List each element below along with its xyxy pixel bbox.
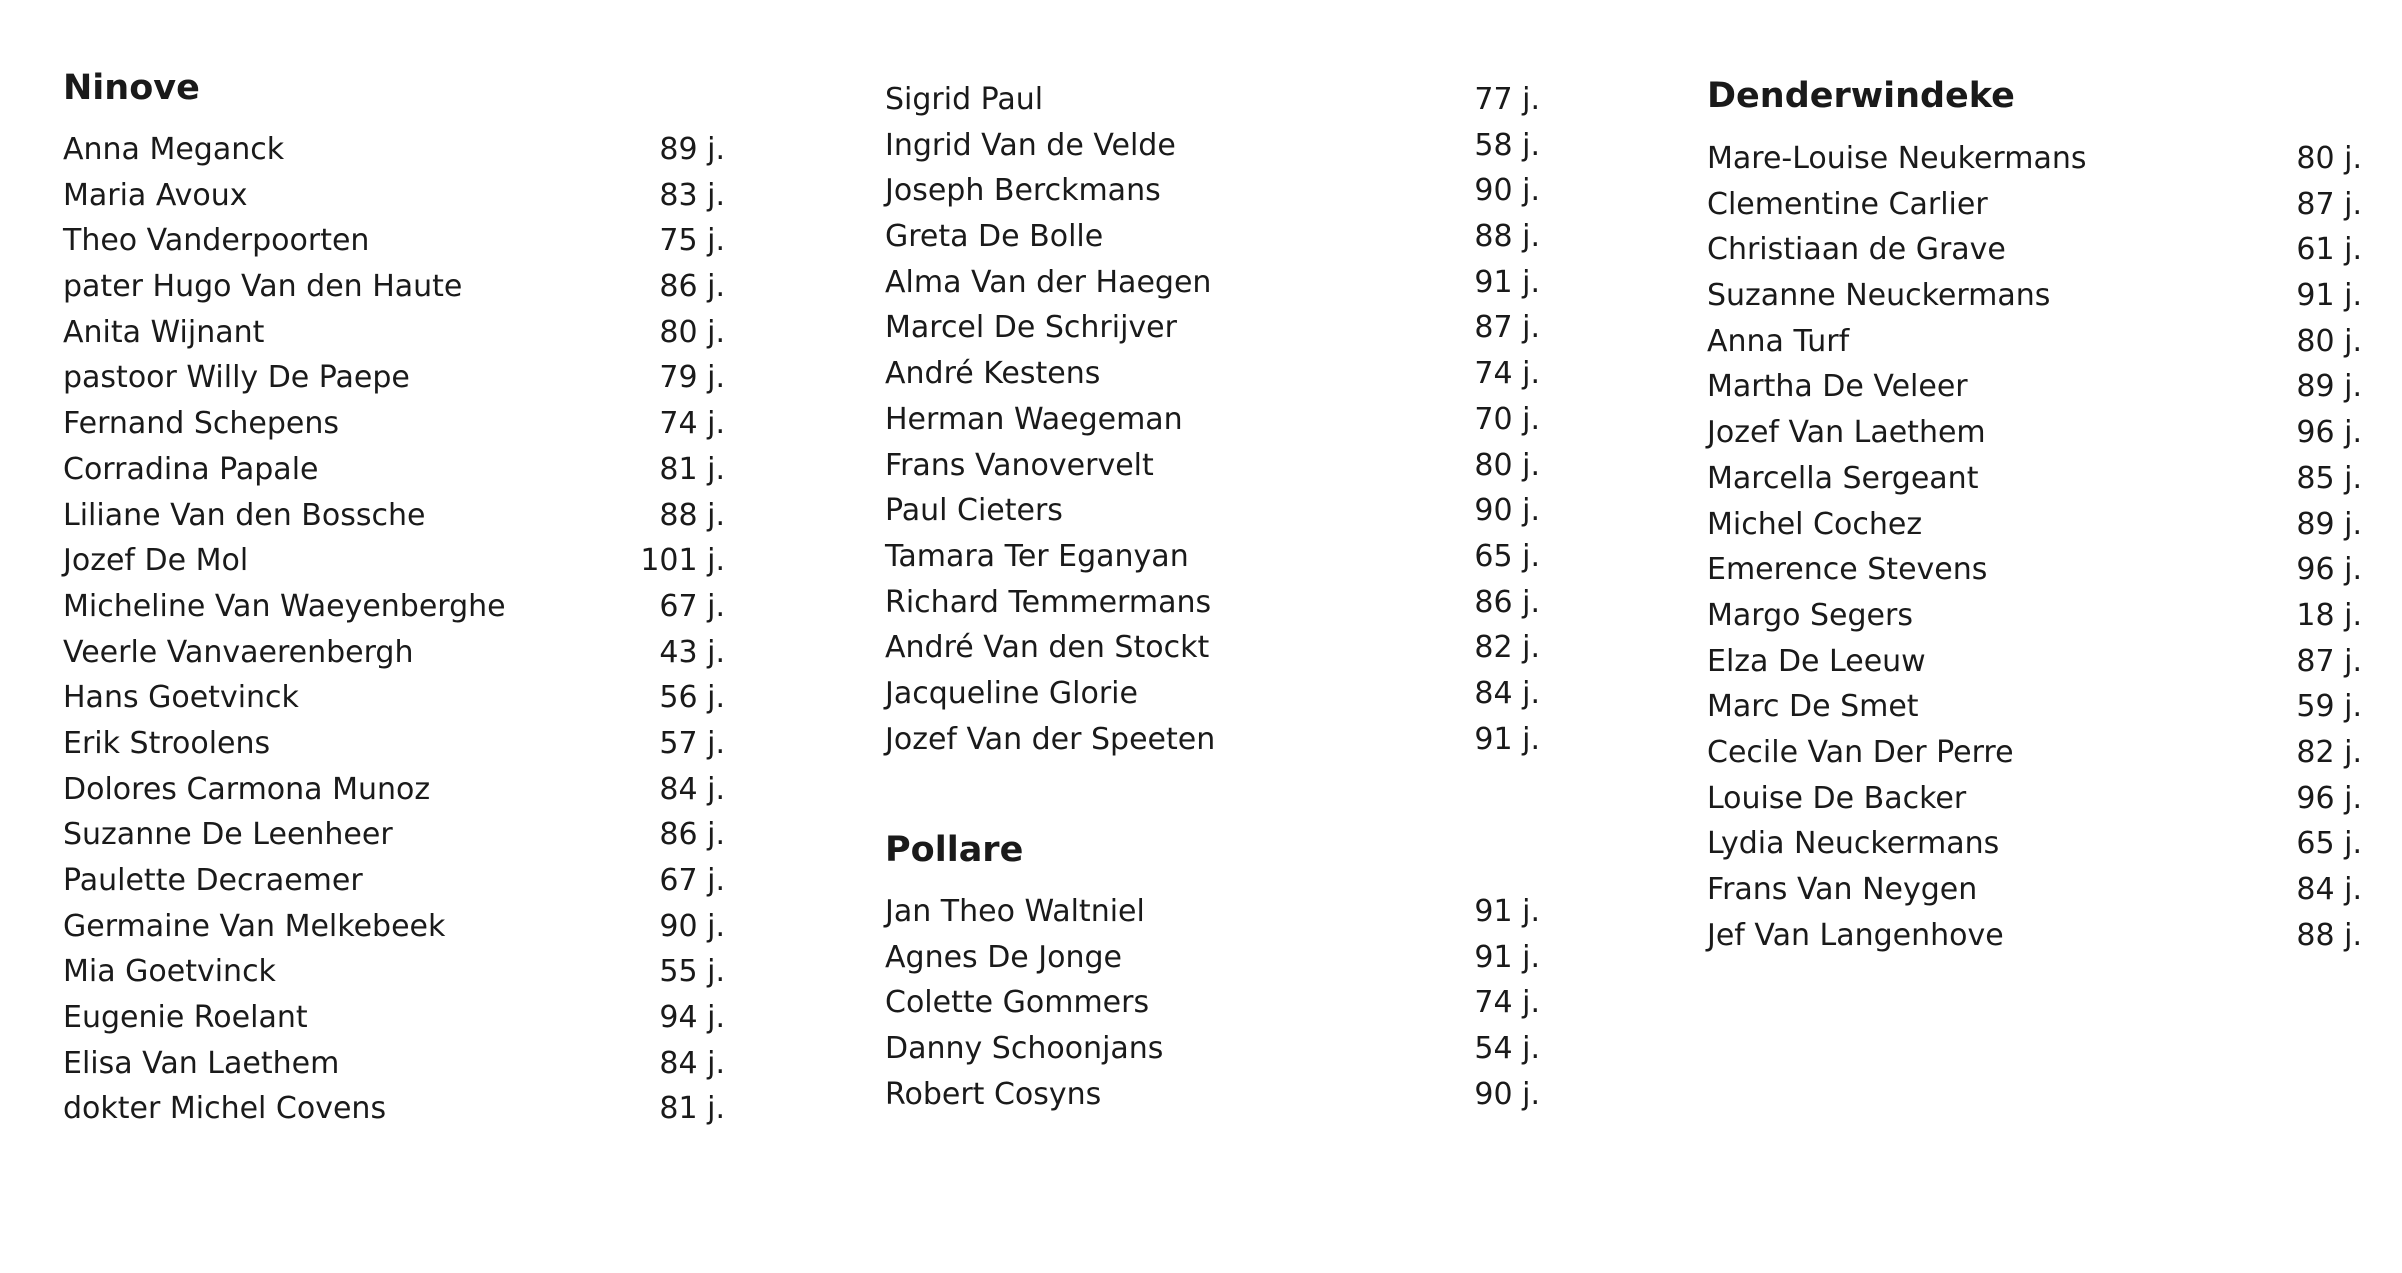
list-item	[885, 1026, 1540, 1072]
entry-name: Marcella Sergeant	[1707, 460, 1979, 496]
list-item	[885, 534, 1540, 580]
entry-name: Elza De Leeuw	[1707, 643, 1926, 679]
list-item	[63, 447, 725, 493]
list-item	[885, 980, 1540, 1026]
entry-name: Colette Gommers	[885, 985, 1150, 1021]
entry-name: Micheline Van Waeyenberghe	[63, 588, 506, 624]
entry-name: Maria Avoux	[63, 177, 248, 213]
list-item	[63, 904, 725, 950]
entry-age: 84 j.	[659, 771, 725, 807]
list-item	[63, 173, 725, 219]
entry-name: Martha De Veleer	[1707, 369, 1968, 405]
entry-name: Tamara Ter Eganyan	[885, 538, 1189, 574]
list-item	[885, 671, 1540, 717]
entry-name: Lydia Neuckermans	[1707, 826, 2000, 862]
list-item	[63, 218, 725, 264]
entry-name: Frans Vanovervelt	[885, 447, 1154, 483]
entry-age: 91 j.	[1474, 894, 1540, 929]
entry-age: 96 j.	[2296, 415, 2362, 451]
entry-age: 91 j.	[1474, 721, 1540, 757]
entry-age: 84 j.	[2296, 872, 2362, 907]
entry-name: Anna Turf	[1707, 323, 1850, 359]
entry-age: 80 j.	[2296, 323, 2362, 359]
entry-age: 56 j.	[659, 680, 725, 716]
entry-name: Michel Cochez	[1707, 506, 1923, 542]
entry-age: 81 j.	[659, 451, 725, 487]
list-item	[1707, 227, 2362, 273]
entry-name: Dolores Carmona Munoz	[63, 771, 431, 807]
entry-name: pastoor Willy De Paepe	[63, 360, 410, 396]
list-item	[63, 538, 725, 584]
entry-name: André Van den Stockt	[885, 630, 1210, 666]
entry-age: 88 j.	[1474, 219, 1540, 255]
list-item	[1707, 319, 2362, 365]
entry-list-ninove	[63, 127, 725, 1132]
list-item	[885, 168, 1540, 214]
entry-name: Herman Waegeman	[885, 401, 1183, 437]
list-item	[63, 812, 725, 858]
list-item	[63, 675, 725, 721]
entry-age: 55 j.	[659, 954, 725, 990]
entry-age: 84 j.	[1474, 675, 1540, 711]
entry-age: 67 j.	[659, 588, 725, 624]
entry-name: André Kestens	[885, 356, 1101, 392]
entry-name: Anita Wijnant	[63, 314, 265, 350]
list-item	[1707, 821, 2362, 867]
entry-age: 59 j.	[2296, 689, 2362, 725]
entry-name: Corradina Papale	[63, 451, 319, 487]
entry-age: 74 j.	[659, 406, 725, 442]
entry-name: Marcel De Schrijver	[885, 310, 1177, 346]
list-item	[63, 584, 725, 630]
entry-age: 90 j.	[1474, 493, 1540, 529]
entry-age: 86 j.	[1474, 584, 1540, 620]
entry-name: Alma Van der Haegen	[885, 264, 1212, 300]
list-item	[1707, 273, 2362, 319]
list-item	[63, 127, 725, 173]
list-item	[63, 264, 725, 310]
section-heading-pollare: Pollare	[885, 830, 1024, 870]
entry-name: Jozef De Mol	[63, 543, 249, 579]
entry-age: 65 j.	[2296, 826, 2362, 862]
list-item	[1707, 776, 2362, 822]
list-item	[63, 630, 725, 676]
entry-age: 94 j.	[659, 1000, 725, 1036]
entry-age: 87 j.	[1474, 310, 1540, 346]
list-item	[885, 889, 1540, 935]
list-item	[885, 260, 1540, 306]
list-item	[63, 858, 725, 904]
entry-age: 96 j.	[2296, 552, 2362, 588]
entry-age: 74 j.	[1474, 356, 1540, 392]
list-item	[63, 721, 725, 767]
entry-age: 57 j.	[659, 725, 725, 761]
list-item	[1707, 182, 2362, 228]
entry-name: Theo Vanderpoorten	[63, 223, 370, 259]
entry-name: Jozef Van Laethem	[1707, 415, 1986, 451]
list-item	[1707, 730, 2362, 776]
entry-age: 90 j.	[1474, 173, 1540, 209]
entry-age: 80 j.	[659, 314, 725, 350]
list-item	[1707, 364, 2362, 410]
entry-age: 83 j.	[659, 177, 725, 213]
entry-age: 79 j.	[659, 360, 725, 396]
list-item	[1707, 684, 2362, 730]
entry-name: Louise De Backer	[1707, 780, 1967, 816]
entry-age: 43 j.	[659, 634, 725, 670]
entry-age: 87 j.	[2296, 643, 2362, 679]
list-item	[885, 351, 1540, 397]
list-item	[63, 401, 725, 447]
entry-age: 74 j.	[1474, 985, 1540, 1021]
list-item	[885, 580, 1540, 626]
list-item	[63, 493, 725, 539]
entry-age: 91 j.	[2296, 278, 2362, 314]
entry-name: Frans Van Neygen	[1707, 872, 1978, 907]
entry-age: 89 j.	[659, 132, 725, 167]
entry-name: Danny Schoonjans	[885, 1031, 1164, 1067]
list-item	[885, 77, 1540, 123]
list-item	[1707, 410, 2362, 456]
entry-age: 67 j.	[659, 863, 725, 898]
entry-list-pollare	[885, 889, 1540, 1117]
entry-name: Paul Cieters	[885, 493, 1063, 529]
entry-name: Eugenie Roelant	[63, 1000, 308, 1036]
list-item	[885, 625, 1540, 671]
entry-name: Veerle Vanvaerenbergh	[63, 634, 414, 670]
list-item	[885, 305, 1540, 351]
entry-name: Greta De Bolle	[885, 219, 1104, 255]
entry-name: Elisa Van Laethem	[63, 1045, 340, 1081]
list-item	[63, 310, 725, 356]
section-heading-denderwindeke: Denderwindeke	[1707, 76, 2015, 116]
entry-age: 81 j.	[659, 1091, 725, 1127]
entry-name: Anna Meganck	[63, 132, 285, 167]
list-item	[885, 443, 1540, 489]
entry-age: 82 j.	[2296, 734, 2362, 770]
entry-age: 91 j.	[1474, 264, 1540, 300]
list-item	[1707, 547, 2362, 593]
entry-name: dokter Michel Covens	[63, 1091, 387, 1127]
entry-name: Mia Goetvinck	[63, 954, 276, 990]
entry-age: 91 j.	[1474, 939, 1540, 975]
entry-age: 85 j.	[2296, 460, 2362, 496]
entry-name: Marc De Smet	[1707, 689, 1919, 725]
entry-age: 65 j.	[1474, 538, 1540, 574]
list-item	[885, 935, 1540, 981]
entry-name: Fernand Schepens	[63, 406, 340, 442]
entry-name: Margo Segers	[1707, 597, 1913, 633]
entry-age: 87 j.	[2296, 186, 2362, 222]
list-item	[885, 488, 1540, 534]
entry-name: Agnes De Jonge	[885, 939, 1123, 975]
entry-list-continuation	[885, 77, 1540, 762]
list-item	[63, 355, 725, 401]
entry-age: 77 j.	[1474, 82, 1540, 117]
entry-name: Richard Temmermans	[885, 584, 1212, 620]
list-item	[885, 1072, 1540, 1118]
list-item	[1707, 136, 2362, 182]
entry-age: 80 j.	[1474, 447, 1540, 483]
list-item	[1707, 913, 2362, 959]
list-item	[1707, 502, 2362, 548]
entry-name: Emerence Stevens	[1707, 552, 1988, 588]
entry-name: Jacqueline Glorie	[885, 675, 1138, 711]
list-item	[63, 949, 725, 995]
entry-name: Christiaan de Grave	[1707, 232, 2006, 268]
list-item	[1707, 867, 2362, 913]
entry-age: 54 j.	[1474, 1031, 1540, 1067]
entry-name: Erik Stroolens	[63, 725, 271, 761]
entry-name: Germaine Van Melkebeek	[63, 908, 446, 944]
entry-age: 61 j.	[2296, 232, 2362, 268]
entry-name: Liliane Van den Bossche	[63, 497, 426, 533]
entry-name: Hans Goetvinck	[63, 680, 299, 716]
entry-age: 86 j.	[659, 817, 725, 853]
list-item	[885, 397, 1540, 443]
entry-name: Suzanne De Leenheer	[63, 817, 393, 853]
entry-name: Jozef Van der Speeten	[885, 721, 1216, 757]
list-item	[63, 995, 725, 1041]
entry-age: 89 j.	[2296, 506, 2362, 542]
entry-age: 90 j.	[659, 908, 725, 944]
entry-age: 84 j.	[659, 1045, 725, 1081]
entry-age: 18 j.	[2296, 597, 2362, 633]
entry-name: Ingrid Van de Velde	[885, 127, 1176, 163]
entry-age: 80 j.	[2296, 141, 2362, 176]
entry-age: 58 j.	[1474, 127, 1540, 163]
entry-age: 89 j.	[2296, 369, 2362, 405]
list-item	[885, 214, 1540, 260]
list-item	[1707, 639, 2362, 685]
entry-age: 88 j.	[659, 497, 725, 533]
entry-name: Mare-Louise Neukermans	[1707, 141, 2087, 176]
list-item	[63, 1086, 725, 1132]
entry-list-denderwindeke	[1707, 136, 2362, 958]
entry-age: 86 j.	[659, 269, 725, 305]
entry-name: Clementine Carlier	[1707, 186, 1988, 222]
entry-name: Paulette Decraemer	[63, 863, 363, 898]
list-item	[1707, 593, 2362, 639]
entry-name: Cecile Van Der Perre	[1707, 734, 2014, 770]
entry-age: 90 j.	[1474, 1076, 1540, 1112]
list-item	[63, 1041, 725, 1087]
entry-age: 88 j.	[2296, 917, 2362, 953]
entry-name: Robert Cosyns	[885, 1076, 1102, 1112]
list-item	[885, 123, 1540, 169]
entry-name: pater Hugo Van den Haute	[63, 269, 463, 305]
entry-name: Jef Van Langenhove	[1707, 917, 2004, 953]
entry-name: Jan Theo Waltniel	[885, 894, 1145, 929]
entry-name: Suzanne Neuckermans	[1707, 278, 2051, 314]
list-item	[1707, 456, 2362, 502]
section-heading-ninove: Ninove	[63, 68, 200, 108]
entry-age: 75 j.	[659, 223, 725, 259]
entry-age: 70 j.	[1474, 401, 1540, 437]
entry-name: Joseph Berckmans	[885, 173, 1161, 209]
list-item	[63, 767, 725, 813]
entry-name: Sigrid Paul	[885, 82, 1044, 117]
entry-age: 82 j.	[1474, 630, 1540, 666]
list-item	[885, 717, 1540, 763]
entry-age: 96 j.	[2296, 780, 2362, 816]
entry-age: 101 j.	[640, 543, 725, 579]
